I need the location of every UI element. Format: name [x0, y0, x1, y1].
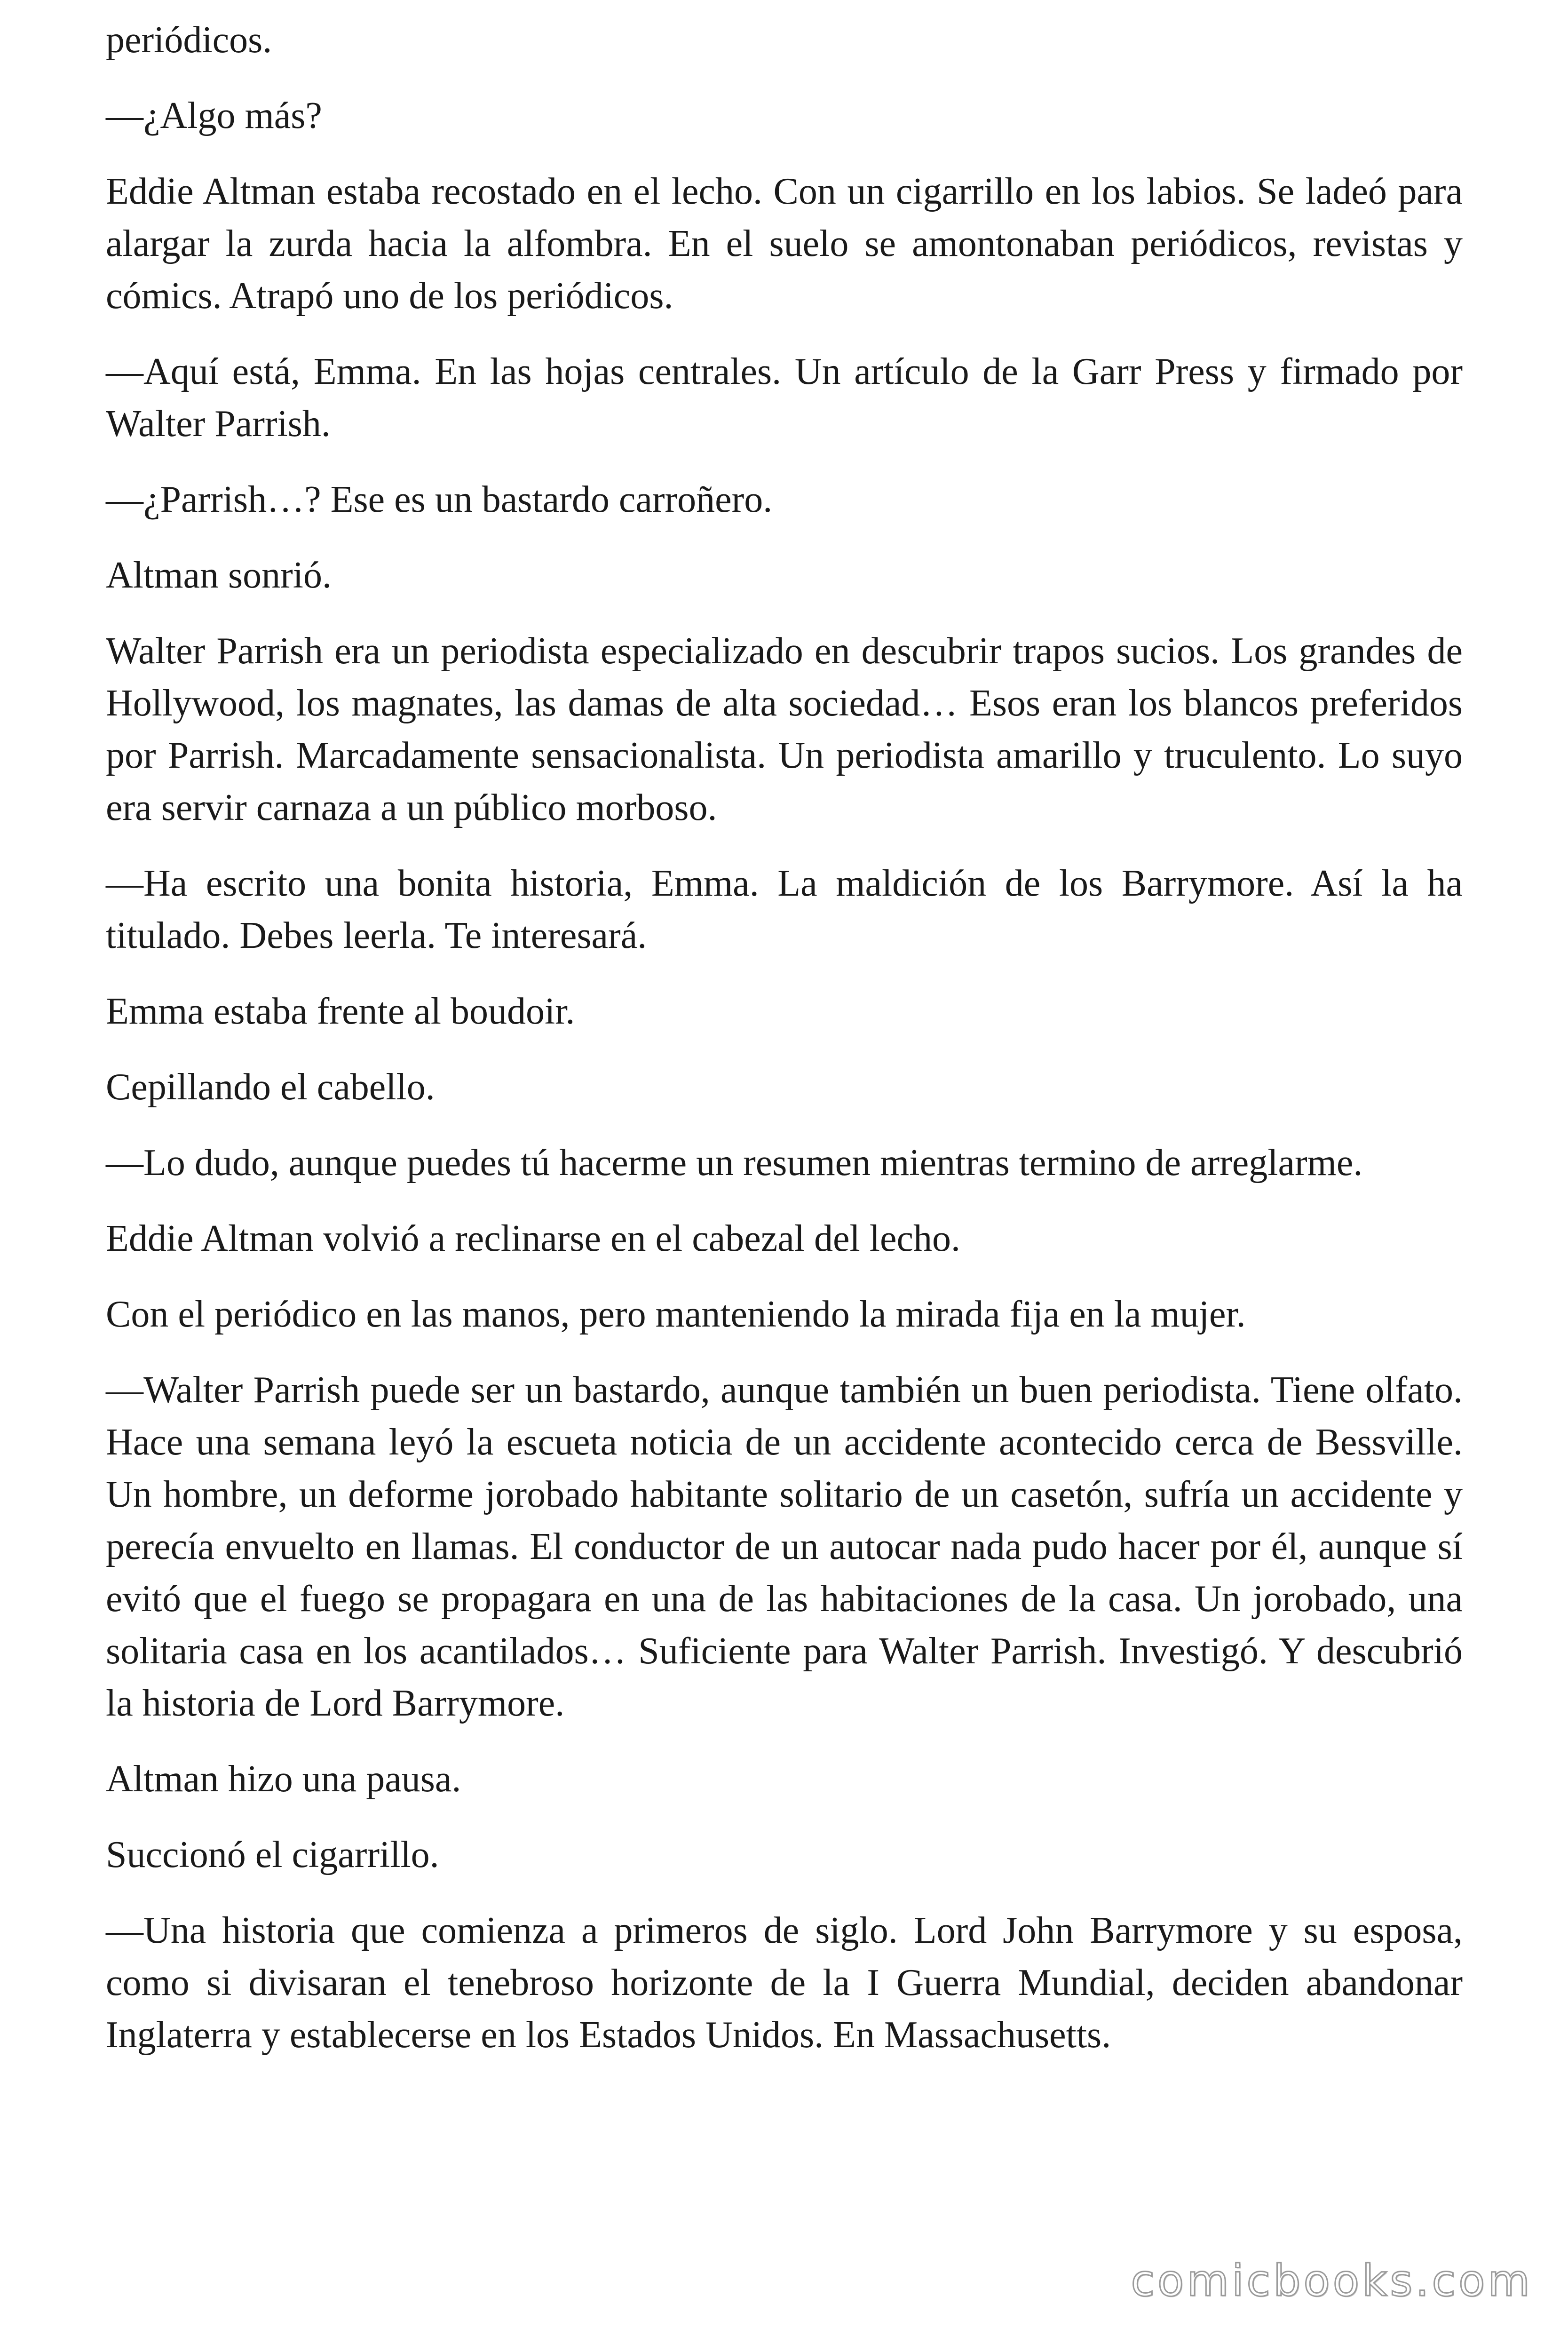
paragraph: Succionó el cigarrillo. — [106, 1834, 439, 1875]
paragraph: —¿Parrish…? Ese es un bastardo carroñero. — [106, 479, 773, 520]
paragraph: Con el periódico en las manos, pero manteniendo la mirada fija en la mujer. — [106, 1294, 1246, 1335]
paragraph: Eddie Altman volvió a reclinarse en el cabezal del lecho. — [106, 1218, 960, 1259]
paragraph: Walter Parrish era un periodista especializado en descubrir trapos sucios. Los grandes de Hollywood, los magnates, las damas de alta sociedad… Esos eran los blancos preferidos por Parrish. Marcadamente sensacionalista. Un periodista amarillo y truculento. Lo suyo era servir carnaza a un público morboso. — [106, 630, 1463, 828]
paragraph: —Aquí está, Emma. En las hojas centrales. Un artículo de la Garr Press y firmado por Walter Parrish. — [106, 351, 1463, 445]
paragraph: —Walter Parrish puede ser un bastardo, aunque también un buen periodista. Tiene olfato. Hace una semana leyó la escueta noticia de un accidente acontecido cerca de Bessville. Un hombre, un deforme jorobado habitante solitario de un casetón, sufría un accidente y perecía envuelto en llamas. El conductor de un autocar nada pudo hacer por él, aunque sí evitó que el fuego se propagara en una de las habitaciones de la casa. Un jorobado, una solitaria casa en los acantilados… Suficiente para Walter Parrish. Investigó. Y descubrió la historia de Lord Barrymore. — [106, 1369, 1463, 1724]
watermark-logo: comicbooks.com — [1131, 2256, 1533, 2306]
paragraph: Altman hizo una pausa. — [106, 1758, 461, 1800]
paragraph: Eddie Altman estaba recostado en el lecho. Con un cigarrillo en los labios. Se ladeó para alargar la zurda hacia la alfombra. En el suelo se amontonaban periódicos, revistas y cómics. Atrapó uno de los periódicos. — [106, 171, 1463, 317]
paragraph: periódicos. — [106, 19, 272, 61]
paragraph: Emma estaba frente al boudoir. — [106, 991, 575, 1032]
paragraph: —Lo dudo, aunque puedes tú hacerme un resumen mientras termino de arreglarme. — [106, 1142, 1363, 1184]
paragraph: Altman sonrió. — [106, 555, 332, 596]
page-text — [106, 14, 1463, 2085]
paragraph: —Ha escrito una bonita historia, Emma. La maldición de los Barrymore. Así la ha titulado. Debes leerla. Te interesará. — [106, 863, 1463, 956]
paragraph: —Una historia que comienza a primeros de siglo. Lord John Barrymore y su esposa, como si divisaran el tenebroso horizonte de la I Guerra Mundial, deciden abandonar Inglaterra y establecerse en los Estados Unidos. En Massachusetts. — [106, 1910, 1463, 2056]
paragraph: —¿Algo más? — [106, 95, 322, 136]
paragraph: Cepillando el cabello. — [106, 1066, 435, 1108]
